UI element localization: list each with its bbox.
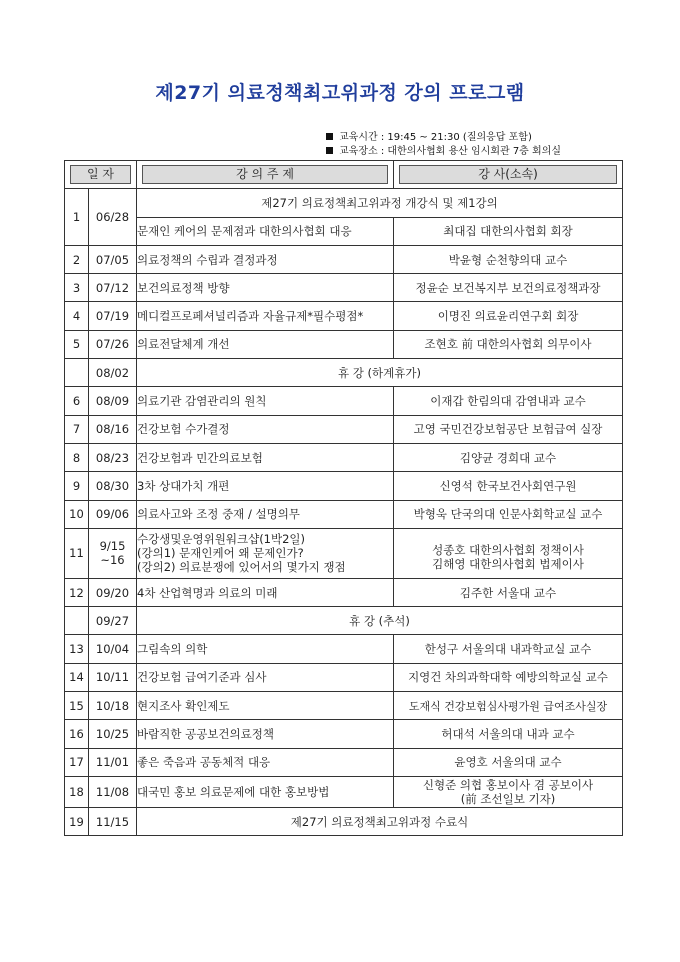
table-row bbox=[65, 578, 623, 606]
row-date: 08/16 bbox=[89, 415, 137, 443]
row-number: 3 bbox=[65, 274, 89, 302]
info-place-text: 교육장소 : 대한의사협회 용산 임시회관 7층 회의실 bbox=[339, 146, 562, 157]
row-break: 휴 강 (추석) bbox=[137, 607, 623, 635]
row-date: 06/28 bbox=[89, 189, 137, 246]
row-date: 10/25 bbox=[89, 720, 137, 748]
row-lecturer: 허대석 서울의대 내과 교수 bbox=[394, 720, 623, 748]
table-row bbox=[65, 217, 623, 245]
table-row bbox=[65, 663, 623, 691]
row-number: 9 bbox=[65, 472, 89, 500]
row-topic-line: (강의1) 문재인케어 왜 문제인가? bbox=[137, 546, 304, 561]
row-date: 11/15 bbox=[89, 807, 137, 835]
row-lecturer-line: (前 조선일보 기자) bbox=[460, 791, 556, 806]
row-lecturer: 고영 국민건강보험공단 보험급여 실장 bbox=[394, 415, 623, 443]
row-number: 10 bbox=[65, 500, 89, 528]
table-row bbox=[65, 189, 623, 217]
row-event: 제27기 의료정책최고위과정 개강식 및 제1강의 bbox=[137, 189, 623, 217]
row-date: 10/18 bbox=[89, 692, 137, 720]
row-number: 11 bbox=[65, 528, 89, 578]
row-topic bbox=[137, 528, 394, 578]
row-number: 12 bbox=[65, 578, 89, 606]
row-topic-line: (강의2) 의료분쟁에 있어서의 몇가지 쟁점 bbox=[137, 560, 346, 575]
row-topic: 현지조사 확인제도 bbox=[137, 692, 394, 720]
row-date-line: ~16 bbox=[100, 553, 125, 568]
row-number: 16 bbox=[65, 720, 89, 748]
row-lecturer: 박형욱 단국의대 인문사회학교실 교수 bbox=[394, 500, 623, 528]
table-row bbox=[65, 500, 623, 528]
row-date: 07/05 bbox=[89, 245, 137, 273]
row-date: 10/04 bbox=[89, 635, 137, 663]
row-lecturer: 도재식 건강보험심사평가원 급여조사실장 bbox=[394, 692, 623, 720]
row-topic: 건강보험 수가결정 bbox=[137, 415, 394, 443]
header-topic-label: 강 의 주 제 bbox=[142, 165, 388, 184]
row-lecturer: 김양균 경희대 교수 bbox=[394, 443, 623, 471]
row-number: 2 bbox=[65, 245, 89, 273]
table-row bbox=[65, 528, 623, 578]
row-topic: 그림속의 의학 bbox=[137, 635, 394, 663]
table-row bbox=[65, 807, 623, 835]
row-number bbox=[65, 359, 89, 387]
row-date: 08/30 bbox=[89, 472, 137, 500]
row-number: 14 bbox=[65, 663, 89, 691]
row-lecturer: 윤영호 서울의대 교수 bbox=[394, 748, 623, 776]
table-row bbox=[65, 245, 623, 273]
table-row bbox=[65, 635, 623, 663]
header-date-label: 일 자 bbox=[70, 165, 131, 184]
row-number: 4 bbox=[65, 302, 89, 330]
row-topic: 건강보험 급여기준과 심사 bbox=[137, 663, 394, 691]
row-date: 09/20 bbox=[89, 578, 137, 606]
table-row bbox=[65, 692, 623, 720]
row-number: 6 bbox=[65, 387, 89, 415]
row-topic: 의료전달체계 개선 bbox=[137, 330, 394, 358]
row-number: 8 bbox=[65, 443, 89, 471]
header-date bbox=[65, 161, 137, 189]
header-lecturer-label: 강 사(소속) bbox=[399, 165, 617, 184]
row-date-line: 9/15 bbox=[99, 539, 126, 554]
row-date: 08/23 bbox=[89, 443, 137, 471]
row-number bbox=[65, 607, 89, 635]
row-date: 09/27 bbox=[89, 607, 137, 635]
info-time bbox=[326, 128, 532, 143]
row-lecturer: 지영건 차의과학대학 예방의학교실 교수 bbox=[394, 663, 623, 691]
schedule-table bbox=[64, 160, 623, 836]
table-row bbox=[65, 387, 623, 415]
table-header-row bbox=[65, 161, 623, 189]
row-lecturer bbox=[394, 528, 623, 578]
row-topic: 좋은 죽음과 공동체적 대응 bbox=[137, 748, 394, 776]
table-row bbox=[65, 607, 623, 635]
row-lecturer bbox=[394, 776, 623, 807]
row-lecturer: 한성구 서울의대 내과학교실 교수 bbox=[394, 635, 623, 663]
row-lecturer-line: 성종호 대한의사협회 정책이사 bbox=[432, 542, 584, 557]
table-row bbox=[65, 359, 623, 387]
row-lecturer: 신영석 한국보건사회연구원 bbox=[394, 472, 623, 500]
row-event: 제27기 의료정책최고위과정 수료식 bbox=[137, 807, 623, 835]
row-topic: 보건의료정책 방향 bbox=[137, 274, 394, 302]
row-lecturer: 조현호 前 대한의사협회 의무이사 bbox=[394, 330, 623, 358]
square-bullet-icon bbox=[326, 133, 333, 140]
row-date: 08/09 bbox=[89, 387, 137, 415]
page-title: 제27기 의료정책최고위과정 강의 프로그램 bbox=[155, 82, 525, 104]
row-lecturer: 이재갑 한림의대 감염내과 교수 bbox=[394, 387, 623, 415]
row-number: 7 bbox=[65, 415, 89, 443]
info-place bbox=[326, 142, 561, 157]
header-topic bbox=[137, 161, 394, 189]
row-date: 07/12 bbox=[89, 274, 137, 302]
table-row bbox=[65, 330, 623, 358]
table-row bbox=[65, 748, 623, 776]
row-topic-line: 수강생및운영위원워크샵(1박2일) bbox=[137, 532, 306, 547]
row-lecturer-line: 김해영 대한의사협회 법제이사 bbox=[432, 556, 584, 571]
row-date: 08/02 bbox=[89, 359, 137, 387]
table-row bbox=[65, 274, 623, 302]
row-date: 07/26 bbox=[89, 330, 137, 358]
row-date: 07/19 bbox=[89, 302, 137, 330]
row-lecturer: 최대집 대한의사협회 회장 bbox=[394, 217, 623, 245]
row-topic: 문재인 케어의 문제점과 대한의사협회 대응 bbox=[137, 217, 394, 245]
table-row bbox=[65, 472, 623, 500]
row-topic: 4차 산업혁명과 의료의 미래 bbox=[137, 578, 394, 606]
square-bullet-icon bbox=[326, 147, 333, 154]
row-topic: 의료정책의 수립과 결정과정 bbox=[137, 245, 394, 273]
row-lecturer: 김주한 서울대 교수 bbox=[394, 578, 623, 606]
row-lecturer-line: 신형준 의협 홍보이사 겸 공보이사 bbox=[422, 777, 594, 792]
row-topic: 의료사고와 조정 중재 / 설명의무 bbox=[137, 500, 394, 528]
info-time-text: 교육시간 : 19:45 ~ 21:30 (질의응답 포함) bbox=[339, 132, 532, 143]
table-row bbox=[65, 776, 623, 807]
row-date bbox=[89, 528, 137, 578]
row-number: 5 bbox=[65, 330, 89, 358]
row-number: 1 bbox=[65, 189, 89, 246]
row-date: 09/06 bbox=[89, 500, 137, 528]
table-row bbox=[65, 415, 623, 443]
row-date: 10/11 bbox=[89, 663, 137, 691]
row-topic: 대국민 홍보 의료문제에 대한 홍보방법 bbox=[137, 776, 394, 807]
row-date: 11/08 bbox=[89, 776, 137, 807]
row-number: 19 bbox=[65, 807, 89, 835]
row-lecturer: 박윤형 순천향의대 교수 bbox=[394, 245, 623, 273]
table-row bbox=[65, 720, 623, 748]
table-row bbox=[65, 302, 623, 330]
row-number: 18 bbox=[65, 776, 89, 807]
row-topic: 의료기관 감염관리의 원칙 bbox=[137, 387, 394, 415]
row-number: 13 bbox=[65, 635, 89, 663]
row-number: 17 bbox=[65, 748, 89, 776]
row-break: 휴 강 (하계휴가) bbox=[137, 359, 623, 387]
row-lecturer: 이명진 의료윤리연구회 회장 bbox=[394, 302, 623, 330]
header-lecturer bbox=[394, 161, 623, 189]
row-date: 11/01 bbox=[89, 748, 137, 776]
row-topic: 바람직한 공공보건의료정책 bbox=[137, 720, 394, 748]
row-topic: 3차 상대가치 개편 bbox=[137, 472, 394, 500]
table-row bbox=[65, 443, 623, 471]
row-topic: 건강보험과 민간의료보험 bbox=[137, 443, 394, 471]
row-lecturer: 정윤순 보건복지부 보건의료정책과장 bbox=[394, 274, 623, 302]
row-topic: 메디컬프로페셔널리즘과 자율규제*필수평점* bbox=[137, 302, 394, 330]
row-number: 15 bbox=[65, 692, 89, 720]
